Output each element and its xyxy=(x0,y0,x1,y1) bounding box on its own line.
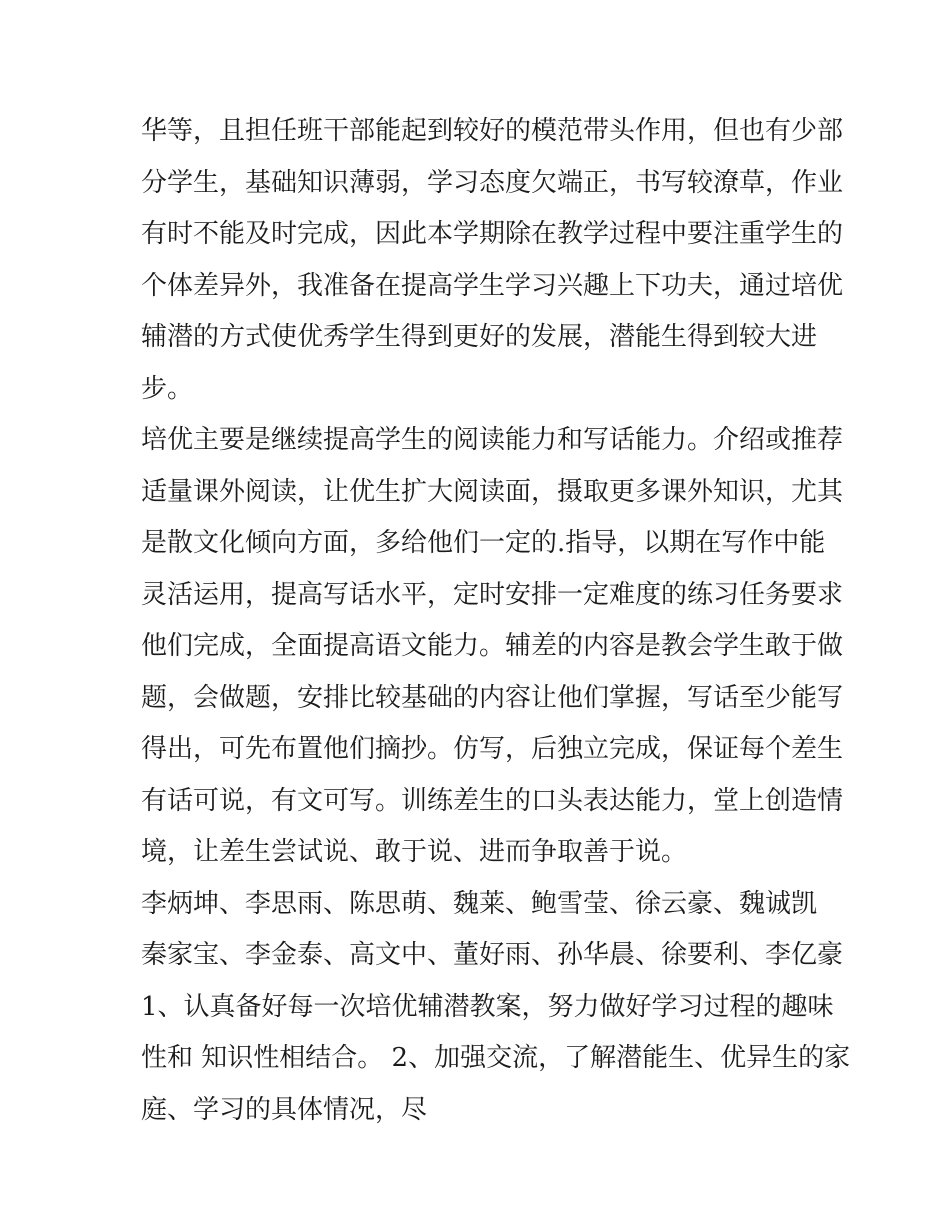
text-line: 灵活运用，提高写话水平，定时安排一定难度的练习任务要求 xyxy=(141,579,844,610)
body-text xyxy=(141,106,851,1136)
text-line: 性和 知识性相结合。 2、加强交流，了解潜能生、优异生的家 xyxy=(141,1043,851,1073)
text-line: 培优主要是继续提高学生的阅读能力和写话能力。介绍或推荐 xyxy=(141,425,844,455)
text-line: 1、认真备好每一次培优辅潜教案，努力做好学习过程的趣味 xyxy=(141,991,834,1022)
text-line: 得出，可先布置他们摘抄。仿写，后独立完成，保证每个差生 xyxy=(141,734,844,764)
text-line: 境，让差生尝试说、敢于说、进而争取善于说。 xyxy=(141,837,688,867)
text-line: 题，会做题，安排比较基础的内容让他们掌握，写话至少能写 xyxy=(141,682,844,713)
text-line: 是散文化倾向方面，多给他们一定的.指导，以期在写作中能 xyxy=(141,528,826,558)
text-line: 分学生，基础知识薄弱，学习态度欠端正，书写较潦草，作业 xyxy=(141,167,844,198)
text-line: 辅潜的方式使优秀学生得到更好的发展，潜能生得到较大进 xyxy=(141,322,818,352)
text-line: 有时不能及时完成，因此本学期除在教学过程中要注重学生的 xyxy=(141,219,844,249)
text-line: 李炳坤、李思雨、陈思萌、魏莱、鲍雪莹、徐云豪、魏诚凯 xyxy=(141,888,818,919)
text-line: 庭、学习的具体情况，尽 xyxy=(141,1094,428,1125)
text-line: 华等，且担任班干部能起到较好的模范带头作用，但也有少部 xyxy=(141,116,844,146)
text-line: 有话可说，有文可写。训练差生的口头表达能力，堂上创造情 xyxy=(141,785,844,816)
text-line: 他们完成，全面提高语文能力。辅差的内容是教会学生敢于做 xyxy=(141,631,844,661)
text-line: 秦家宝、李金泰、高文中、董好雨、孙华晨、徐要利、李亿豪 xyxy=(141,940,844,970)
text-line: 步。 xyxy=(141,373,194,404)
text-line: 个体差异外，我准备在提高学生学习兴趣上下功夫，通过培优 xyxy=(141,270,844,301)
text-line: 适量课外阅读，让优生扩大阅读面，摄取更多课外知识，尤其 xyxy=(141,476,844,507)
